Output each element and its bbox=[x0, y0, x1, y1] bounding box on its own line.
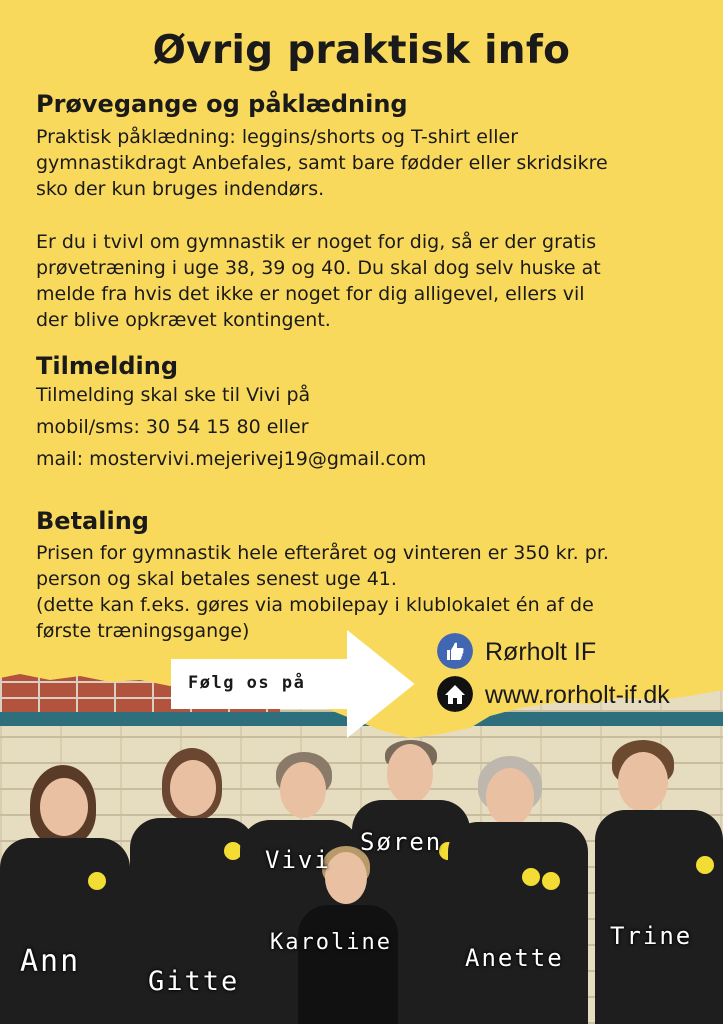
paragraph-trial bbox=[36, 229, 706, 333]
text-line: gymnastikdragt Anbefales, samt bare fødder eller skridsikre bbox=[36, 152, 608, 174]
facebook-label: Rørholt IF bbox=[485, 638, 597, 666]
paragraph-payment bbox=[36, 540, 706, 644]
signup-email: mail: mostervivi.mejerivej19@gmail.com bbox=[36, 448, 427, 470]
signup-text: Tilmelding skal ske til Vivi på bbox=[36, 384, 311, 406]
name-karoline: Karoline bbox=[270, 930, 392, 955]
name-anette: Anette bbox=[465, 944, 564, 972]
follow-label: Følg os på bbox=[188, 673, 306, 693]
heading-betaling: Betaling bbox=[36, 507, 149, 535]
name-ann: Ann bbox=[20, 944, 81, 979]
text-line: (dette kan f.eks. gøres via mobilepay i klublokalet én af de bbox=[36, 594, 594, 616]
text-line: Prisen for gymnastik hele efteråret og vinteren er 350 kr. pr. bbox=[36, 542, 609, 564]
text-line: Er du i tvivl om gymnastik er noget for dig, så er der gratis bbox=[36, 231, 597, 253]
home-icon bbox=[437, 676, 473, 712]
text-line: melde fra hvis det ikke er noget for dig alligevel, ellers vil bbox=[36, 283, 585, 305]
text-line: første træningsgange) bbox=[36, 620, 250, 642]
text-line: Praktisk påklædning: leggins/shorts og T-shirt eller bbox=[36, 126, 519, 148]
website-link[interactable] bbox=[437, 676, 717, 716]
name-gitte: Gitte bbox=[148, 966, 240, 997]
website-label: www.rorholt-if.dk bbox=[485, 681, 670, 709]
name-vivi: Vivi bbox=[265, 846, 331, 874]
paragraph-clothing bbox=[36, 124, 706, 202]
page-title: Øvrig praktisk info bbox=[152, 28, 571, 73]
facebook-link[interactable] bbox=[437, 633, 717, 673]
name-soren: Søren bbox=[360, 828, 443, 856]
text-line: sko der kun bruges indendørs. bbox=[36, 178, 325, 200]
facebook-like-icon bbox=[437, 633, 473, 669]
signup-phone: mobil/sms: 30 54 15 80 eller bbox=[36, 416, 309, 438]
heading-tilmelding: Tilmelding bbox=[36, 352, 179, 380]
text-line: prøvetræning i uge 38, 39 og 40. Du skal dog selv huske at bbox=[36, 257, 601, 279]
text-line: der blive opkrævet kontingent. bbox=[36, 309, 331, 331]
heading-proevegange: Prøvegange og påklædning bbox=[36, 90, 408, 118]
text-line: person og skal betales senest uge 41. bbox=[36, 568, 397, 590]
name-trine: Trine bbox=[610, 922, 693, 950]
